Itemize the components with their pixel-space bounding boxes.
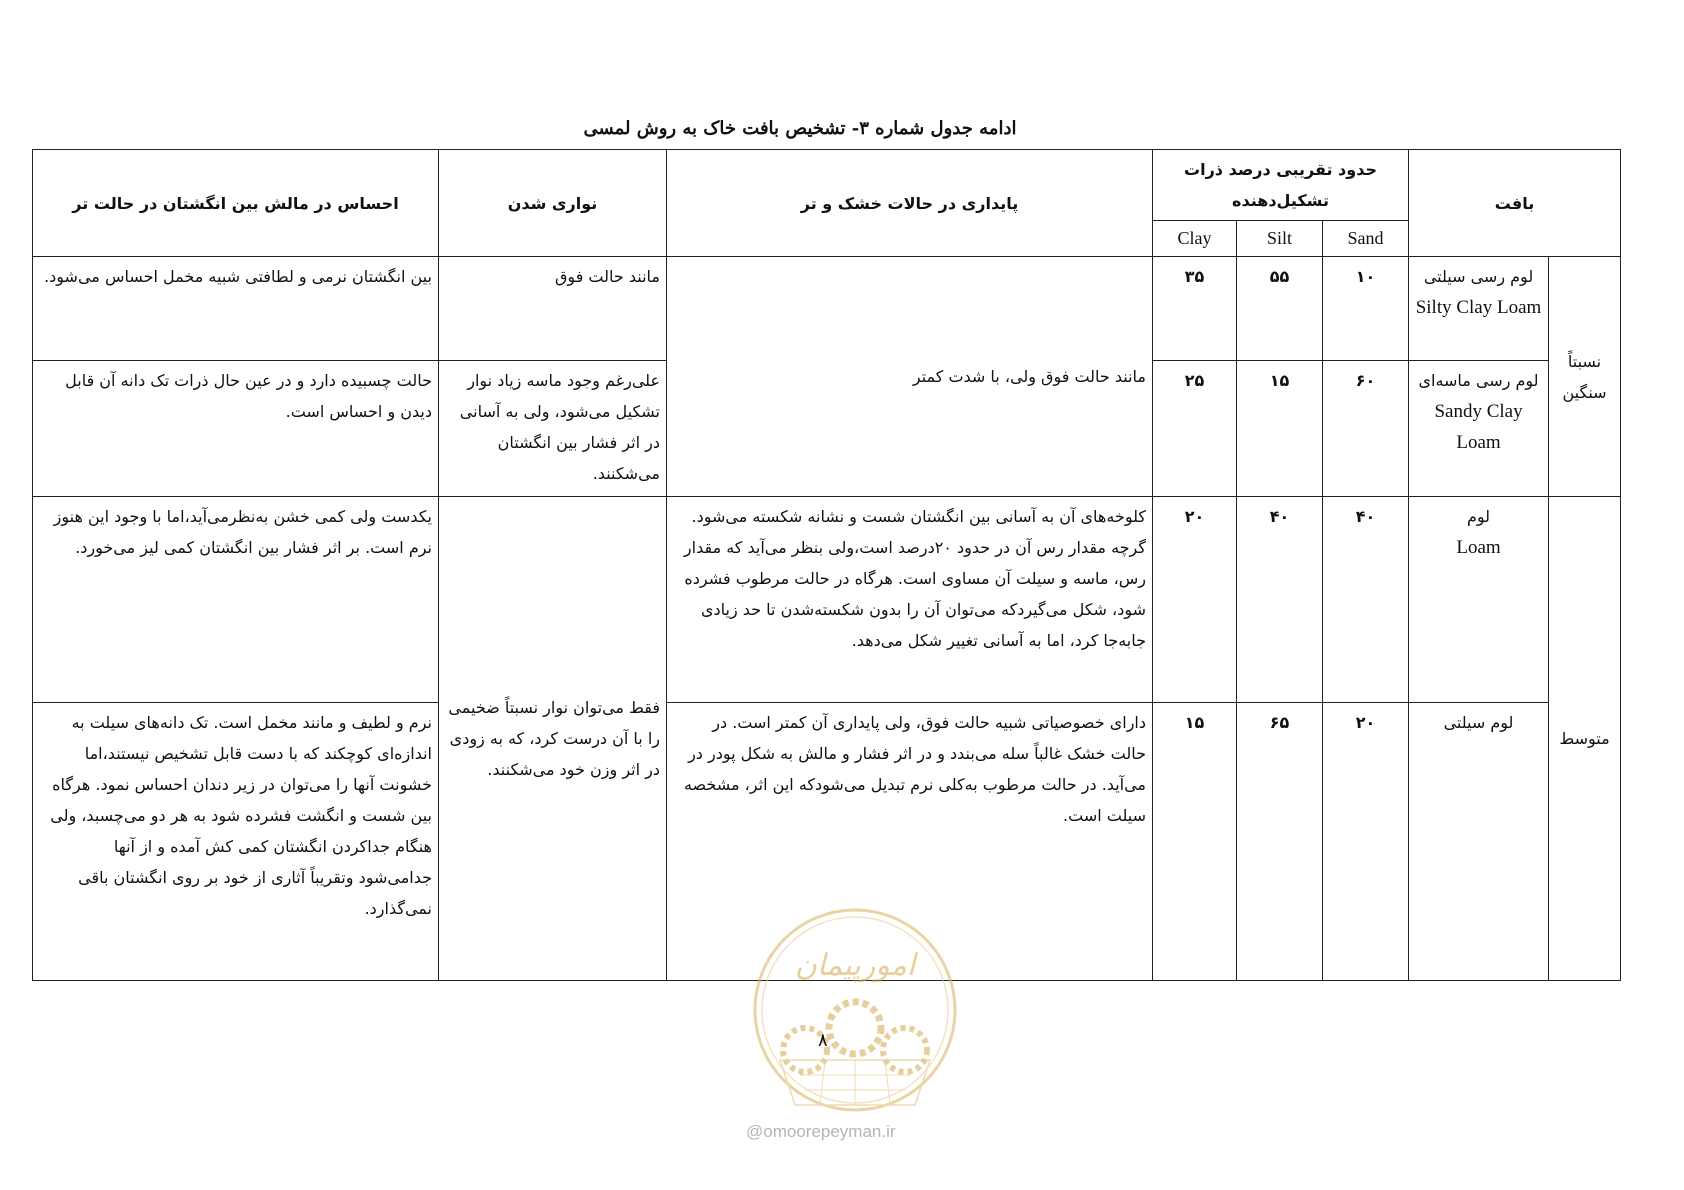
sand-value: ۶۰ (1323, 361, 1409, 497)
texture-name-fa: لوم سیلتی (1443, 713, 1514, 732)
header-feel: احساس در مالش بین انگشتان در حالت تر (33, 150, 439, 257)
clay-value: ۱۵ (1153, 703, 1237, 981)
clay-value: ۲۰ (1153, 497, 1237, 703)
header-texture: بافت (1409, 150, 1621, 257)
texture-name-cell (1409, 361, 1549, 497)
feel-text: حالت چسبیده دارد و در عین حال ذرات تک دانه آن قابل دیدن و احساس است. (33, 361, 439, 497)
header-sand: Sand (1323, 221, 1409, 257)
page-number: ۸ (818, 1030, 828, 1051)
texture-name-cell (1409, 257, 1549, 361)
stability-text: دارای خصوصیاتی شبیه حالت فوق، ولی پایداری آن کمتر است. در حالت خشک غالباً سله می‌بندد و در اثر فشار و مالش به شکل پودر در می‌آید. در حالت مرطوب به‌کلی نرم تبدیل می‌شودکه این اثر، مشخصه سیلت است. (667, 703, 1153, 981)
stability-text: کلوخه‌های آن به آسانی بین انگشتان شست و نشانه شکسته می‌شود. گرچه مقدار رس آن در حدود ۲۰درصد است،ولی بنظر می‌آید که مقدار رس، ماسه و سیلت آن مساوی است. هرگاه در حالت مرطوب فشرده شود، شکل می‌گیردکه می‌توان آن را بدون شکسته‌شدن تا حد زیادی جابه‌جا کرد، اما به آسانی تغییر شکل می‌دهد. (667, 497, 1153, 703)
feel-text: نرم و لطیف و مانند مخمل است. تک دانه‌های سیلت به اندازه‌ای کوچکند که با دست قابل تشخیص نیستند،اما خشونت آنها را می‌توان در زیر دندان احساس نمود. هرگاه بین شست و انگشت فشرده شود به هر دو می‌چسبد، ولی هنگام جداکردن انگشتان کمی کش آمده و از آنها جدامی‌شود وتقریباً آثاری از خود بر روی انگشتان باقی نمی‌گذارد. (33, 703, 439, 981)
sand-value: ۴۰ (1323, 497, 1409, 703)
header-silt: Silt (1237, 221, 1323, 257)
silt-value: ۴۰ (1237, 497, 1323, 703)
table-row (33, 257, 1621, 361)
soil-texture-table (32, 149, 1621, 981)
silt-value: ۵۵ (1237, 257, 1323, 361)
texture-name-en: Silty Clay Loam (1415, 297, 1542, 318)
sand-value: ۲۰ (1323, 703, 1409, 981)
table-row (33, 497, 1621, 703)
watermark-site: @omoorepeyman.ir (746, 1122, 896, 1141)
silt-value: ۱۵ (1237, 361, 1323, 497)
texture-name-fa: لوم (1466, 507, 1491, 526)
watermark-logo-text: امورپیمان (794, 948, 916, 983)
texture-name-en: Loam (1456, 537, 1501, 558)
silt-value: ۶۵ (1237, 703, 1323, 981)
header-particles: حدود تقریبی درصد ذرات تشکیل‌دهنده (1153, 150, 1409, 221)
table-caption: ادامه جدول شماره ۳- تشخیص بافت خاک به روش لمسی (583, 118, 1017, 139)
group-medium: متوسط (1549, 497, 1621, 981)
ribbon-text: مانند حالت فوق (439, 257, 667, 361)
feel-text: یکدست ولی کمی خشن به‌نظرمی‌آید،اما با وجود این هنوز نرم است. بر اثر فشار بین انگشتان کمی لیز می‌خورد. (33, 497, 439, 703)
ribbon-medium: فقط می‌توان نوار نسبتاً ضخیمی را با آن درست کرد، که به زودی در اثر وزن خود می‌شکنند. (439, 497, 667, 981)
clay-value: ۲۵ (1153, 361, 1237, 497)
group-heavy: نسبتاً سنگین (1549, 257, 1621, 497)
texture-name-en: Sandy Clay Loam (1434, 401, 1523, 453)
clay-value: ۳۵ (1153, 257, 1237, 361)
watermark-logo (740, 900, 970, 1130)
texture-name-cell (1409, 703, 1549, 981)
stability-heavy: مانند حالت فوق ولی، با شدت کمتر (667, 257, 1153, 497)
header-stability: پایداری در حالات خشک و تر (667, 150, 1153, 257)
ribbon-text: علی‌رغم وجود ماسه زیاد نوار تشکیل می‌شود، ولی به آسانی در اثر فشار بین انگشتان می‌شکنند. (439, 361, 667, 497)
header-ribbon: نواری شدن (439, 150, 667, 257)
texture-name-cell (1409, 497, 1549, 703)
header-clay: Clay (1153, 221, 1237, 257)
sand-value: ۱۰ (1323, 257, 1409, 361)
texture-name-fa: لوم رسی سیلتی (1423, 267, 1534, 286)
feel-text: بین انگشتان نرمی و لطافتی شبیه مخمل احساس می‌شود. (33, 257, 439, 361)
texture-name-fa: لوم رسی ماسه‌ای (1418, 371, 1539, 390)
